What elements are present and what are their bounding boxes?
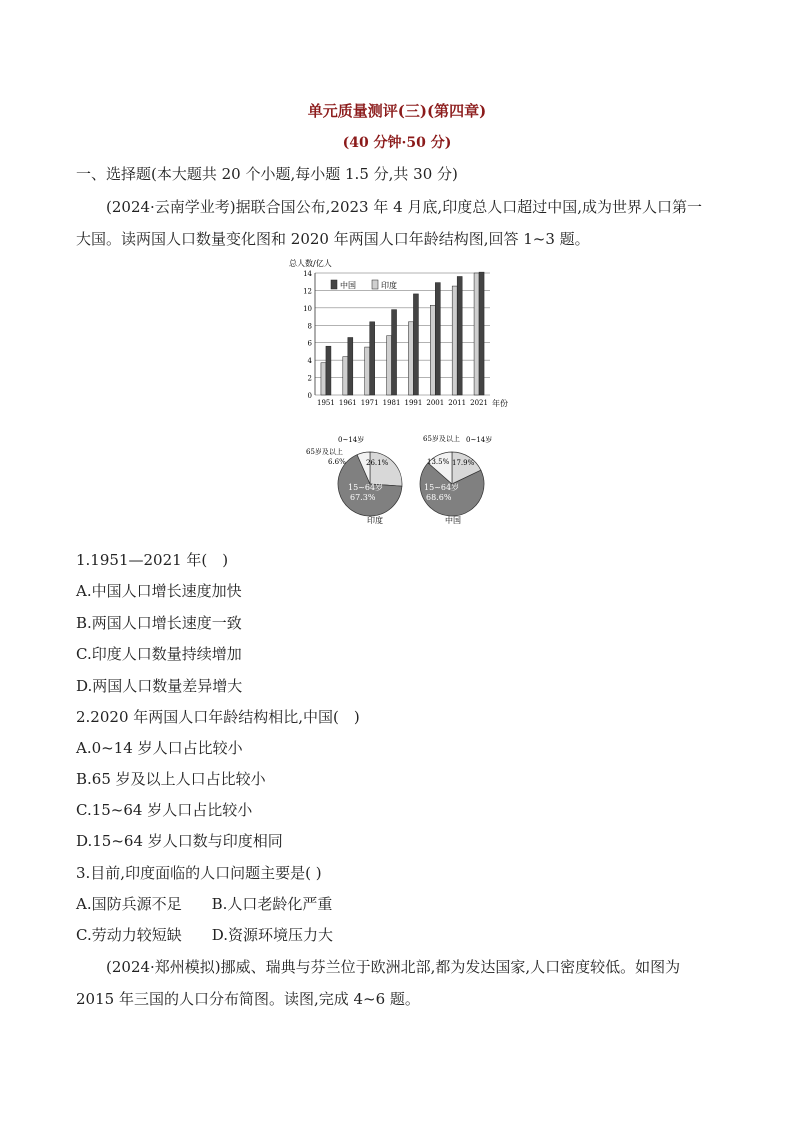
question-1-option-a[interactable]: A.中国人口增长速度加快 bbox=[76, 582, 242, 600]
x-tick-label: 2001 bbox=[426, 399, 445, 407]
legend-swatch-india bbox=[372, 280, 378, 289]
pie-china-label-old-title: 65岁及以上 bbox=[423, 435, 460, 443]
bar-china bbox=[435, 283, 440, 395]
bar-china bbox=[413, 294, 418, 395]
intro-paragraph-line: (2024·云南学业考)据联合国公布,2023 年 4 月底,印度总人口超过中国,成为世界人口第一 bbox=[106, 198, 702, 216]
question-2-option-a[interactable]: A.0~14 岁人口占比较小 bbox=[76, 739, 243, 757]
y-tick-label: 14 bbox=[303, 270, 312, 278]
y-tick-label: 4 bbox=[307, 357, 312, 366]
bar-china bbox=[479, 272, 484, 395]
question-1-option-b[interactable]: B.两国人口增长速度一致 bbox=[76, 614, 242, 632]
pie-china-label-young-title: 0~14岁 bbox=[466, 436, 493, 444]
legend-swatch-china bbox=[331, 280, 337, 289]
pie-china-label-old-value: 13.5% bbox=[427, 458, 450, 466]
x-tick-label: 1961 bbox=[338, 399, 357, 407]
bar-china bbox=[370, 322, 375, 395]
y-axis-label: 总人数/亿人 bbox=[289, 259, 332, 268]
pie-india-label-old-value: 6.6% bbox=[328, 458, 346, 466]
question-2-option-b[interactable]: B.65 岁及以上人口占比较小 bbox=[76, 770, 266, 788]
question-2-stem: 2.2020 年两国人口年龄结构相比,中国( ) bbox=[76, 708, 360, 726]
x-tick-label: 1991 bbox=[404, 399, 423, 407]
intro-paragraph-line: 大国。读两国人口数量变化图和 2020 年两国人口年龄结构图,回答 1~3 题。 bbox=[76, 230, 590, 248]
pie-india-label-mid-title: 15~64岁 bbox=[348, 483, 384, 492]
x-tick-label: 1951 bbox=[317, 399, 335, 407]
pie-slice-young bbox=[370, 452, 402, 486]
bar-india bbox=[430, 305, 435, 395]
bar-china bbox=[348, 337, 353, 395]
y-tick-label: 12 bbox=[303, 287, 312, 296]
bar-china bbox=[457, 276, 462, 395]
bar-china bbox=[326, 346, 331, 395]
question-2-option-c[interactable]: C.15~64 岁人口占比较小 bbox=[76, 801, 253, 819]
pie-china-label-mid-value: 68.6% bbox=[426, 493, 452, 502]
population-bar-chart bbox=[287, 256, 512, 411]
pie-india-label-young-value: 26.1% bbox=[366, 459, 389, 467]
bar-india bbox=[321, 363, 326, 395]
page-subtitle: (40 分钟·50 分) bbox=[342, 135, 452, 151]
section-heading: 一、选择题(本大题共 20 个小题,每小题 1.5 分,共 30 分) bbox=[76, 165, 458, 183]
age-structure-pies bbox=[300, 430, 510, 530]
x-tick-label: 2011 bbox=[448, 399, 467, 407]
bar-chart-svg bbox=[287, 256, 512, 411]
pie-china-label-young-value: 17.9% bbox=[452, 459, 475, 467]
bar-india bbox=[343, 357, 348, 395]
question-3-options-ab[interactable]: A.国防兵源不足 B.人口老龄化严重 bbox=[76, 895, 333, 913]
y-tick-label: 8 bbox=[307, 322, 312, 331]
bar-india bbox=[408, 322, 413, 395]
pie-china-title: 中国 bbox=[445, 516, 461, 525]
question-3-stem: 3.目前,印度面临的人口问题主要是( ) bbox=[76, 864, 322, 882]
legend-label-india: 印度 bbox=[381, 281, 397, 290]
legend-label-china: 中国 bbox=[340, 281, 356, 290]
y-tick-label: 2 bbox=[307, 374, 312, 383]
question-2-option-d[interactable]: D.15~64 岁人口数与印度相同 bbox=[76, 832, 283, 850]
pie-india-label-mid-value: 67.3% bbox=[350, 493, 376, 502]
y-tick-label: 10 bbox=[303, 304, 312, 313]
x-tick-label: 1981 bbox=[382, 399, 401, 407]
pie-india-label-old-title: 65岁及以上 bbox=[306, 448, 343, 456]
intro-paragraph-line: 2015 年三国的人口分布简图。读图,完成 4~6 题。 bbox=[76, 990, 420, 1008]
y-tick-label: 6 bbox=[307, 339, 312, 348]
question-1-stem: 1.1951—2021 年( ) bbox=[76, 551, 229, 569]
bar-china bbox=[392, 310, 397, 395]
x-tick-label: 1971 bbox=[360, 399, 379, 407]
pie-china-label-mid-title: 15~64岁 bbox=[424, 483, 460, 492]
question-1-option-d[interactable]: D.两国人口数量差异增大 bbox=[76, 677, 243, 695]
bar-india bbox=[452, 286, 457, 395]
x-tick-label: 2021 bbox=[470, 399, 488, 407]
question-3-options-cd[interactable]: C.劳动力较短缺 D.资源环境压力大 bbox=[76, 926, 333, 944]
x-axis-label: 年份 bbox=[492, 399, 508, 408]
page-title: 单元质量测评(三)(第四章) bbox=[307, 102, 487, 120]
intro-paragraph-line: (2024·郑州模拟)挪威、瑞典与芬兰位于欧洲北部,都为发达国家,人口密度较低。如图为 bbox=[106, 958, 681, 976]
pie-india-label-young-title: 0~14岁 bbox=[338, 436, 365, 444]
pie-charts-svg bbox=[300, 430, 510, 530]
pie-india-title: 印度 bbox=[367, 516, 383, 525]
y-tick-label: 0 bbox=[307, 392, 312, 400]
question-1-option-c[interactable]: C.印度人口数量持续增加 bbox=[76, 645, 242, 663]
bar-india bbox=[474, 273, 479, 395]
bar-india bbox=[387, 336, 392, 395]
bar-india bbox=[365, 347, 370, 395]
